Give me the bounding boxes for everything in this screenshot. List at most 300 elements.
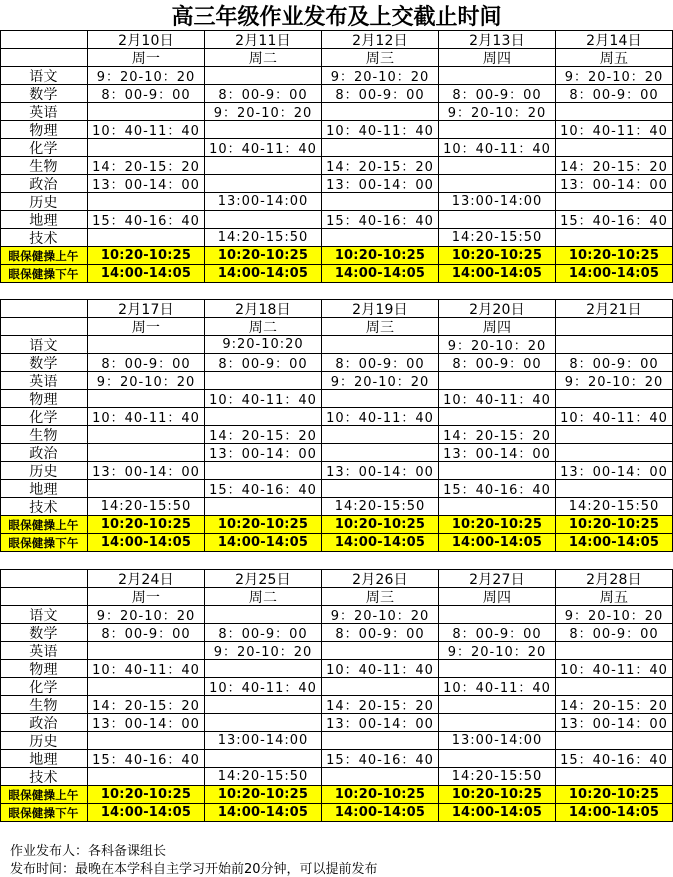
eye-exercise-time: 14:00-14:05 bbox=[322, 265, 439, 283]
date-header: 2月13日 bbox=[439, 31, 556, 49]
eye-exercise-time: 10:20-10:25 bbox=[439, 786, 556, 804]
eye-exercise-label: 眼保健操下午 bbox=[0, 265, 88, 283]
time-cell: 9：20-10：20 bbox=[556, 372, 673, 390]
subject-row bbox=[0, 139, 673, 157]
time-cell bbox=[205, 175, 322, 193]
subject-row bbox=[0, 750, 673, 768]
time-cell bbox=[556, 642, 673, 660]
time-cell bbox=[439, 714, 556, 732]
time-cell: 14：20-15：20 bbox=[556, 157, 673, 175]
time-cell bbox=[322, 732, 439, 750]
subject-row bbox=[0, 193, 673, 211]
time-cell: 8：00-9：00 bbox=[322, 624, 439, 642]
time-cell: 9：20-10：20 bbox=[439, 336, 556, 354]
eye-exercise-time: 14:00-14:05 bbox=[556, 265, 673, 283]
time-cell: 8：00-9：00 bbox=[439, 624, 556, 642]
eye-exercise-row-pm bbox=[0, 804, 673, 822]
subject-row bbox=[0, 211, 673, 229]
time-cell bbox=[556, 732, 673, 750]
weekday-header: 周四 bbox=[439, 318, 556, 336]
time-cell: 14:20-15:50 bbox=[205, 229, 322, 247]
subject-label: 历史 bbox=[0, 732, 88, 750]
weekday-header: 周一 bbox=[88, 318, 205, 336]
time-cell bbox=[322, 768, 439, 786]
subject-label: 物理 bbox=[0, 390, 88, 408]
time-cell bbox=[556, 426, 673, 444]
subject-label: 物理 bbox=[0, 660, 88, 678]
time-cell: 9：20-10：20 bbox=[322, 606, 439, 624]
time-cell: 15：40-16：40 bbox=[88, 750, 205, 768]
eye-exercise-time: 14:00-14:05 bbox=[439, 804, 556, 822]
time-cell: 9：20-10：20 bbox=[556, 67, 673, 85]
subject-label: 地理 bbox=[0, 480, 88, 498]
time-cell: 13：00-14：00 bbox=[556, 714, 673, 732]
time-cell bbox=[556, 103, 673, 121]
subject-label: 历史 bbox=[0, 193, 88, 211]
footer-publisher: 作业发布人：各科备课组长 bbox=[10, 844, 167, 859]
time-cell: 10：40-11：40 bbox=[205, 390, 322, 408]
time-cell: 15：40-16：40 bbox=[322, 211, 439, 229]
date-header: 2月20日 bbox=[439, 300, 556, 318]
subject-row bbox=[0, 121, 673, 139]
date-header: 2月28日 bbox=[556, 570, 673, 588]
weekday-header: 周三 bbox=[322, 318, 439, 336]
eye-exercise-time: 10:20-10:25 bbox=[322, 786, 439, 804]
time-cell bbox=[205, 462, 322, 480]
eye-exercise-time: 14:00-14:05 bbox=[556, 804, 673, 822]
table-left-border bbox=[0, 300, 1, 552]
weekday-header: 周四 bbox=[439, 588, 556, 606]
weekday-header: 周二 bbox=[205, 318, 322, 336]
time-cell: 8：00-9：00 bbox=[88, 624, 205, 642]
time-cell: 8：00-9：00 bbox=[556, 354, 673, 372]
time-cell: 10：40-11：40 bbox=[439, 678, 556, 696]
subject-label: 语文 bbox=[0, 336, 88, 354]
time-cell bbox=[439, 67, 556, 85]
time-cell: 10：40-11：40 bbox=[88, 408, 205, 426]
date-header: 2月17日 bbox=[88, 300, 205, 318]
time-cell bbox=[88, 480, 205, 498]
time-cell: 14:20-15:50 bbox=[322, 498, 439, 516]
subject-row bbox=[0, 175, 673, 193]
time-cell bbox=[439, 408, 556, 426]
eye-exercise-row-pm bbox=[0, 534, 673, 552]
time-cell: 9：20-10：20 bbox=[322, 372, 439, 390]
time-cell: 8：00-9：00 bbox=[439, 85, 556, 103]
time-cell: 9：20-10：20 bbox=[88, 606, 205, 624]
time-cell: 8：00-9：00 bbox=[556, 85, 673, 103]
eye-exercise-time: 14:00-14:05 bbox=[205, 534, 322, 552]
subject-row bbox=[0, 157, 673, 175]
subject-label: 数学 bbox=[0, 624, 88, 642]
date-header: 2月12日 bbox=[322, 31, 439, 49]
subject-label: 数学 bbox=[0, 354, 88, 372]
time-cell: 14:20-15:50 bbox=[439, 229, 556, 247]
weekday-header: 周一 bbox=[88, 588, 205, 606]
time-cell: 8：00-9：00 bbox=[322, 85, 439, 103]
time-cell bbox=[88, 768, 205, 786]
date-header: 2月21日 bbox=[556, 300, 673, 318]
subject-label: 政治 bbox=[0, 175, 88, 193]
time-cell: 14：20-15：20 bbox=[556, 696, 673, 714]
time-cell bbox=[205, 121, 322, 139]
subject-label: 化学 bbox=[0, 408, 88, 426]
subject-row bbox=[0, 714, 673, 732]
subject-row bbox=[0, 85, 673, 103]
eye-exercise-time: 10:20-10:25 bbox=[205, 247, 322, 265]
time-cell: 10：40-11：40 bbox=[88, 660, 205, 678]
time-cell bbox=[556, 444, 673, 462]
time-cell bbox=[205, 606, 322, 624]
weekday-row bbox=[0, 588, 673, 606]
subject-label: 物理 bbox=[0, 121, 88, 139]
time-cell: 15：40-16：40 bbox=[556, 211, 673, 229]
weekday-header: 周四 bbox=[439, 49, 556, 67]
eye-exercise-time: 14:00-14:05 bbox=[88, 534, 205, 552]
time-cell bbox=[205, 408, 322, 426]
time-cell bbox=[205, 714, 322, 732]
time-cell: 8：00-9：00 bbox=[88, 85, 205, 103]
time-cell: 14:20-15:50 bbox=[439, 768, 556, 786]
date-row bbox=[0, 570, 673, 588]
time-cell: 9:20-10:20 bbox=[205, 336, 322, 354]
time-cell bbox=[88, 678, 205, 696]
subject-label: 英语 bbox=[0, 103, 88, 121]
eye-exercise-time: 14:00-14:05 bbox=[205, 804, 322, 822]
time-cell bbox=[322, 193, 439, 211]
time-cell: 8：00-9：00 bbox=[205, 85, 322, 103]
subject-label: 生物 bbox=[0, 157, 88, 175]
subject-row bbox=[0, 498, 673, 516]
time-cell: 14：20-15：20 bbox=[439, 426, 556, 444]
time-cell: 15：40-16：40 bbox=[439, 480, 556, 498]
subject-row bbox=[0, 624, 673, 642]
time-cell bbox=[88, 732, 205, 750]
time-cell bbox=[205, 750, 322, 768]
subject-row bbox=[0, 642, 673, 660]
eye-exercise-time: 10:20-10:25 bbox=[439, 516, 556, 534]
time-cell bbox=[205, 157, 322, 175]
subject-label: 地理 bbox=[0, 750, 88, 768]
subject-row bbox=[0, 426, 673, 444]
date-header: 2月14日 bbox=[556, 31, 673, 49]
eye-exercise-time: 10:20-10:25 bbox=[88, 786, 205, 804]
time-cell bbox=[322, 229, 439, 247]
date-header: 2月25日 bbox=[205, 570, 322, 588]
time-cell bbox=[556, 678, 673, 696]
eye-exercise-time: 14:00-14:05 bbox=[322, 804, 439, 822]
time-cell bbox=[439, 462, 556, 480]
time-cell bbox=[88, 642, 205, 660]
time-cell bbox=[88, 193, 205, 211]
time-cell bbox=[439, 175, 556, 193]
eye-exercise-time: 14:00-14:05 bbox=[322, 534, 439, 552]
time-cell: 14：20-15：20 bbox=[322, 696, 439, 714]
time-cell: 9：20-10：20 bbox=[205, 103, 322, 121]
time-cell bbox=[439, 372, 556, 390]
time-cell bbox=[88, 426, 205, 444]
time-cell: 8：00-9：00 bbox=[205, 354, 322, 372]
subject-label: 化学 bbox=[0, 678, 88, 696]
time-cell bbox=[556, 390, 673, 408]
eye-exercise-label: 眼保健操上午 bbox=[0, 786, 88, 804]
time-cell: 9：20-10：20 bbox=[439, 642, 556, 660]
subject-label: 生物 bbox=[0, 426, 88, 444]
eye-exercise-time: 10:20-10:25 bbox=[556, 247, 673, 265]
table-left-border bbox=[0, 31, 1, 283]
eye-exercise-time: 10:20-10:25 bbox=[205, 786, 322, 804]
time-cell: 13：00-14：00 bbox=[439, 444, 556, 462]
weekday-header: 周二 bbox=[205, 49, 322, 67]
time-cell bbox=[556, 139, 673, 157]
subject-label: 英语 bbox=[0, 372, 88, 390]
eye-exercise-time: 14:00-14:05 bbox=[556, 534, 673, 552]
time-cell: 13：00-14：00 bbox=[205, 444, 322, 462]
corner-cell bbox=[0, 300, 88, 318]
time-cell: 9：20-10：20 bbox=[322, 67, 439, 85]
time-cell bbox=[322, 444, 439, 462]
eye-exercise-time: 10:20-10:25 bbox=[322, 516, 439, 534]
time-cell bbox=[556, 768, 673, 786]
time-cell: 10：40-11：40 bbox=[205, 678, 322, 696]
weekday-header: 周一 bbox=[88, 49, 205, 67]
time-cell: 13：00-14：00 bbox=[88, 462, 205, 480]
subject-row bbox=[0, 462, 673, 480]
subject-row bbox=[0, 229, 673, 247]
eye-exercise-time: 10:20-10:25 bbox=[88, 516, 205, 534]
time-cell: 14:20-15:50 bbox=[556, 498, 673, 516]
time-cell: 9：20-10：20 bbox=[439, 103, 556, 121]
weekday-header: 周五 bbox=[556, 49, 673, 67]
eye-exercise-label: 眼保健操下午 bbox=[0, 534, 88, 552]
subject-row bbox=[0, 444, 673, 462]
eye-exercise-time: 14:00-14:05 bbox=[205, 265, 322, 283]
time-cell bbox=[322, 480, 439, 498]
weekday-row bbox=[0, 318, 673, 336]
weekday-header: 周三 bbox=[322, 49, 439, 67]
subject-label: 历史 bbox=[0, 462, 88, 480]
time-cell: 13:00-14:00 bbox=[439, 732, 556, 750]
time-cell: 13：00-14：00 bbox=[556, 462, 673, 480]
eye-exercise-time: 10:20-10:25 bbox=[556, 786, 673, 804]
time-cell bbox=[556, 193, 673, 211]
eye-exercise-time: 10:20-10:25 bbox=[322, 247, 439, 265]
time-cell: 9：20-10：20 bbox=[205, 642, 322, 660]
eye-exercise-time: 14:00-14:05 bbox=[88, 265, 205, 283]
time-cell: 13：00-14：00 bbox=[322, 175, 439, 193]
time-cell: 13:00-14:00 bbox=[205, 732, 322, 750]
time-cell: 15：40-16：40 bbox=[556, 750, 673, 768]
time-cell: 14:20-15:50 bbox=[205, 768, 322, 786]
subject-label: 技术 bbox=[0, 498, 88, 516]
time-cell: 13：00-14：00 bbox=[88, 714, 205, 732]
subject-label: 技术 bbox=[0, 229, 88, 247]
time-cell: 9：20-10：20 bbox=[88, 67, 205, 85]
time-cell bbox=[88, 139, 205, 157]
time-cell bbox=[439, 696, 556, 714]
time-cell bbox=[322, 103, 439, 121]
time-cell bbox=[205, 498, 322, 516]
time-cell bbox=[439, 750, 556, 768]
subject-label: 生物 bbox=[0, 696, 88, 714]
eye-exercise-time: 10:20-10:25 bbox=[556, 516, 673, 534]
subject-row bbox=[0, 660, 673, 678]
time-cell bbox=[88, 390, 205, 408]
time-cell: 13:00-14:00 bbox=[439, 193, 556, 211]
time-cell: 10：40-11：40 bbox=[205, 139, 322, 157]
time-cell: 10：40-11：40 bbox=[556, 121, 673, 139]
subject-row bbox=[0, 103, 673, 121]
table-left-border bbox=[0, 570, 1, 822]
eye-exercise-time: 14:00-14:05 bbox=[88, 804, 205, 822]
time-cell: 10：40-11：40 bbox=[439, 390, 556, 408]
time-cell bbox=[322, 390, 439, 408]
time-cell: 8：00-9：00 bbox=[88, 354, 205, 372]
time-cell: 10：40-11：40 bbox=[322, 121, 439, 139]
corner-cell bbox=[0, 49, 88, 67]
time-cell bbox=[205, 372, 322, 390]
subject-row bbox=[0, 606, 673, 624]
time-cell bbox=[205, 696, 322, 714]
subject-row bbox=[0, 408, 673, 426]
time-cell: 15：40-16：40 bbox=[322, 750, 439, 768]
date-row bbox=[0, 300, 673, 318]
subject-label: 地理 bbox=[0, 211, 88, 229]
time-cell: 13:00-14:00 bbox=[205, 193, 322, 211]
subject-label: 英语 bbox=[0, 642, 88, 660]
time-cell bbox=[322, 139, 439, 157]
date-header: 2月24日 bbox=[88, 570, 205, 588]
sheet-title: 高三年级作业发布及上交截止时间 bbox=[171, 3, 502, 30]
eye-exercise-row-am bbox=[0, 516, 673, 534]
subject-label: 语文 bbox=[0, 67, 88, 85]
date-header: 2月27日 bbox=[439, 570, 556, 588]
time-cell bbox=[556, 336, 673, 354]
time-cell: 10：40-11：40 bbox=[556, 408, 673, 426]
time-cell bbox=[88, 444, 205, 462]
time-cell bbox=[439, 498, 556, 516]
table-top-border bbox=[0, 569, 673, 570]
time-cell bbox=[439, 660, 556, 678]
weekday-row bbox=[0, 49, 673, 67]
time-cell: 10：40-11：40 bbox=[556, 660, 673, 678]
subject-label: 数学 bbox=[0, 85, 88, 103]
time-cell: 14：20-15：20 bbox=[88, 696, 205, 714]
date-header: 2月11日 bbox=[205, 31, 322, 49]
eye-exercise-row-am bbox=[0, 786, 673, 804]
time-cell: 14:20-15:50 bbox=[88, 498, 205, 516]
eye-exercise-row-am bbox=[0, 247, 673, 265]
time-cell bbox=[322, 336, 439, 354]
time-cell: 13：00-14：00 bbox=[322, 714, 439, 732]
time-cell: 10：40-11：40 bbox=[322, 660, 439, 678]
subject-row bbox=[0, 390, 673, 408]
time-cell: 15：40-16：40 bbox=[205, 480, 322, 498]
weekday-header: 周二 bbox=[205, 588, 322, 606]
time-cell bbox=[322, 678, 439, 696]
time-cell: 14：20-15：20 bbox=[205, 426, 322, 444]
subject-row bbox=[0, 678, 673, 696]
time-cell: 14：20-15：20 bbox=[88, 157, 205, 175]
subject-label: 政治 bbox=[0, 444, 88, 462]
subject-row bbox=[0, 67, 673, 85]
eye-exercise-time: 10:20-10:25 bbox=[439, 247, 556, 265]
date-header: 2月26日 bbox=[322, 570, 439, 588]
subject-row bbox=[0, 732, 673, 750]
time-cell: 15：40-16：40 bbox=[88, 211, 205, 229]
time-cell bbox=[205, 211, 322, 229]
date-header: 2月19日 bbox=[322, 300, 439, 318]
time-cell: 13：00-14：00 bbox=[556, 175, 673, 193]
time-cell: 10：40-11：40 bbox=[439, 139, 556, 157]
time-cell bbox=[205, 660, 322, 678]
weekday-header: 周三 bbox=[322, 588, 439, 606]
corner-cell bbox=[0, 570, 88, 588]
subject-label: 化学 bbox=[0, 139, 88, 157]
time-cell bbox=[205, 67, 322, 85]
time-cell bbox=[88, 336, 205, 354]
eye-exercise-row-pm bbox=[0, 265, 673, 283]
eye-exercise-time: 10:20-10:25 bbox=[205, 516, 322, 534]
time-cell bbox=[439, 606, 556, 624]
subject-label: 政治 bbox=[0, 714, 88, 732]
date-header: 2月10日 bbox=[88, 31, 205, 49]
time-cell bbox=[322, 642, 439, 660]
table-top-border bbox=[0, 299, 673, 300]
weekday-header: 周五 bbox=[556, 588, 673, 606]
time-cell bbox=[439, 211, 556, 229]
eye-exercise-time: 10:20-10:25 bbox=[88, 247, 205, 265]
eye-exercise-time: 14:00-14:05 bbox=[439, 534, 556, 552]
time-cell bbox=[556, 480, 673, 498]
subject-label: 技术 bbox=[0, 768, 88, 786]
table-top-border bbox=[0, 30, 673, 31]
weekday-header bbox=[556, 318, 673, 336]
time-cell: 8：00-9：00 bbox=[322, 354, 439, 372]
date-header: 2月18日 bbox=[205, 300, 322, 318]
eye-exercise-label: 眼保健操上午 bbox=[0, 516, 88, 534]
subject-row bbox=[0, 372, 673, 390]
time-cell: 9：20-10：20 bbox=[88, 372, 205, 390]
time-cell: 13：00-14：00 bbox=[88, 175, 205, 193]
time-cell: 13：00-14：00 bbox=[322, 462, 439, 480]
time-cell bbox=[556, 229, 673, 247]
time-cell bbox=[322, 426, 439, 444]
time-cell bbox=[88, 103, 205, 121]
time-cell: 8：00-9：00 bbox=[205, 624, 322, 642]
footer-publish-time: 发布时间：最晚在本学科自主学习开始前20分钟，可以提前发布 bbox=[10, 862, 378, 877]
subject-row bbox=[0, 336, 673, 354]
subject-row bbox=[0, 480, 673, 498]
subject-row bbox=[0, 768, 673, 786]
corner-cell bbox=[0, 31, 88, 49]
time-cell: 8：00-9：00 bbox=[439, 354, 556, 372]
eye-exercise-label: 眼保健操下午 bbox=[0, 804, 88, 822]
corner-cell bbox=[0, 318, 88, 336]
subject-label: 语文 bbox=[0, 606, 88, 624]
time-cell: 10：40-11：40 bbox=[322, 408, 439, 426]
time-cell bbox=[88, 229, 205, 247]
time-cell: 14：20-15：20 bbox=[322, 157, 439, 175]
eye-exercise-time: 14:00-14:05 bbox=[439, 265, 556, 283]
time-cell: 10：40-11：40 bbox=[88, 121, 205, 139]
time-cell bbox=[439, 157, 556, 175]
subject-row bbox=[0, 354, 673, 372]
corner-cell bbox=[0, 588, 88, 606]
subject-row bbox=[0, 696, 673, 714]
eye-exercise-label: 眼保健操上午 bbox=[0, 247, 88, 265]
time-cell bbox=[439, 121, 556, 139]
